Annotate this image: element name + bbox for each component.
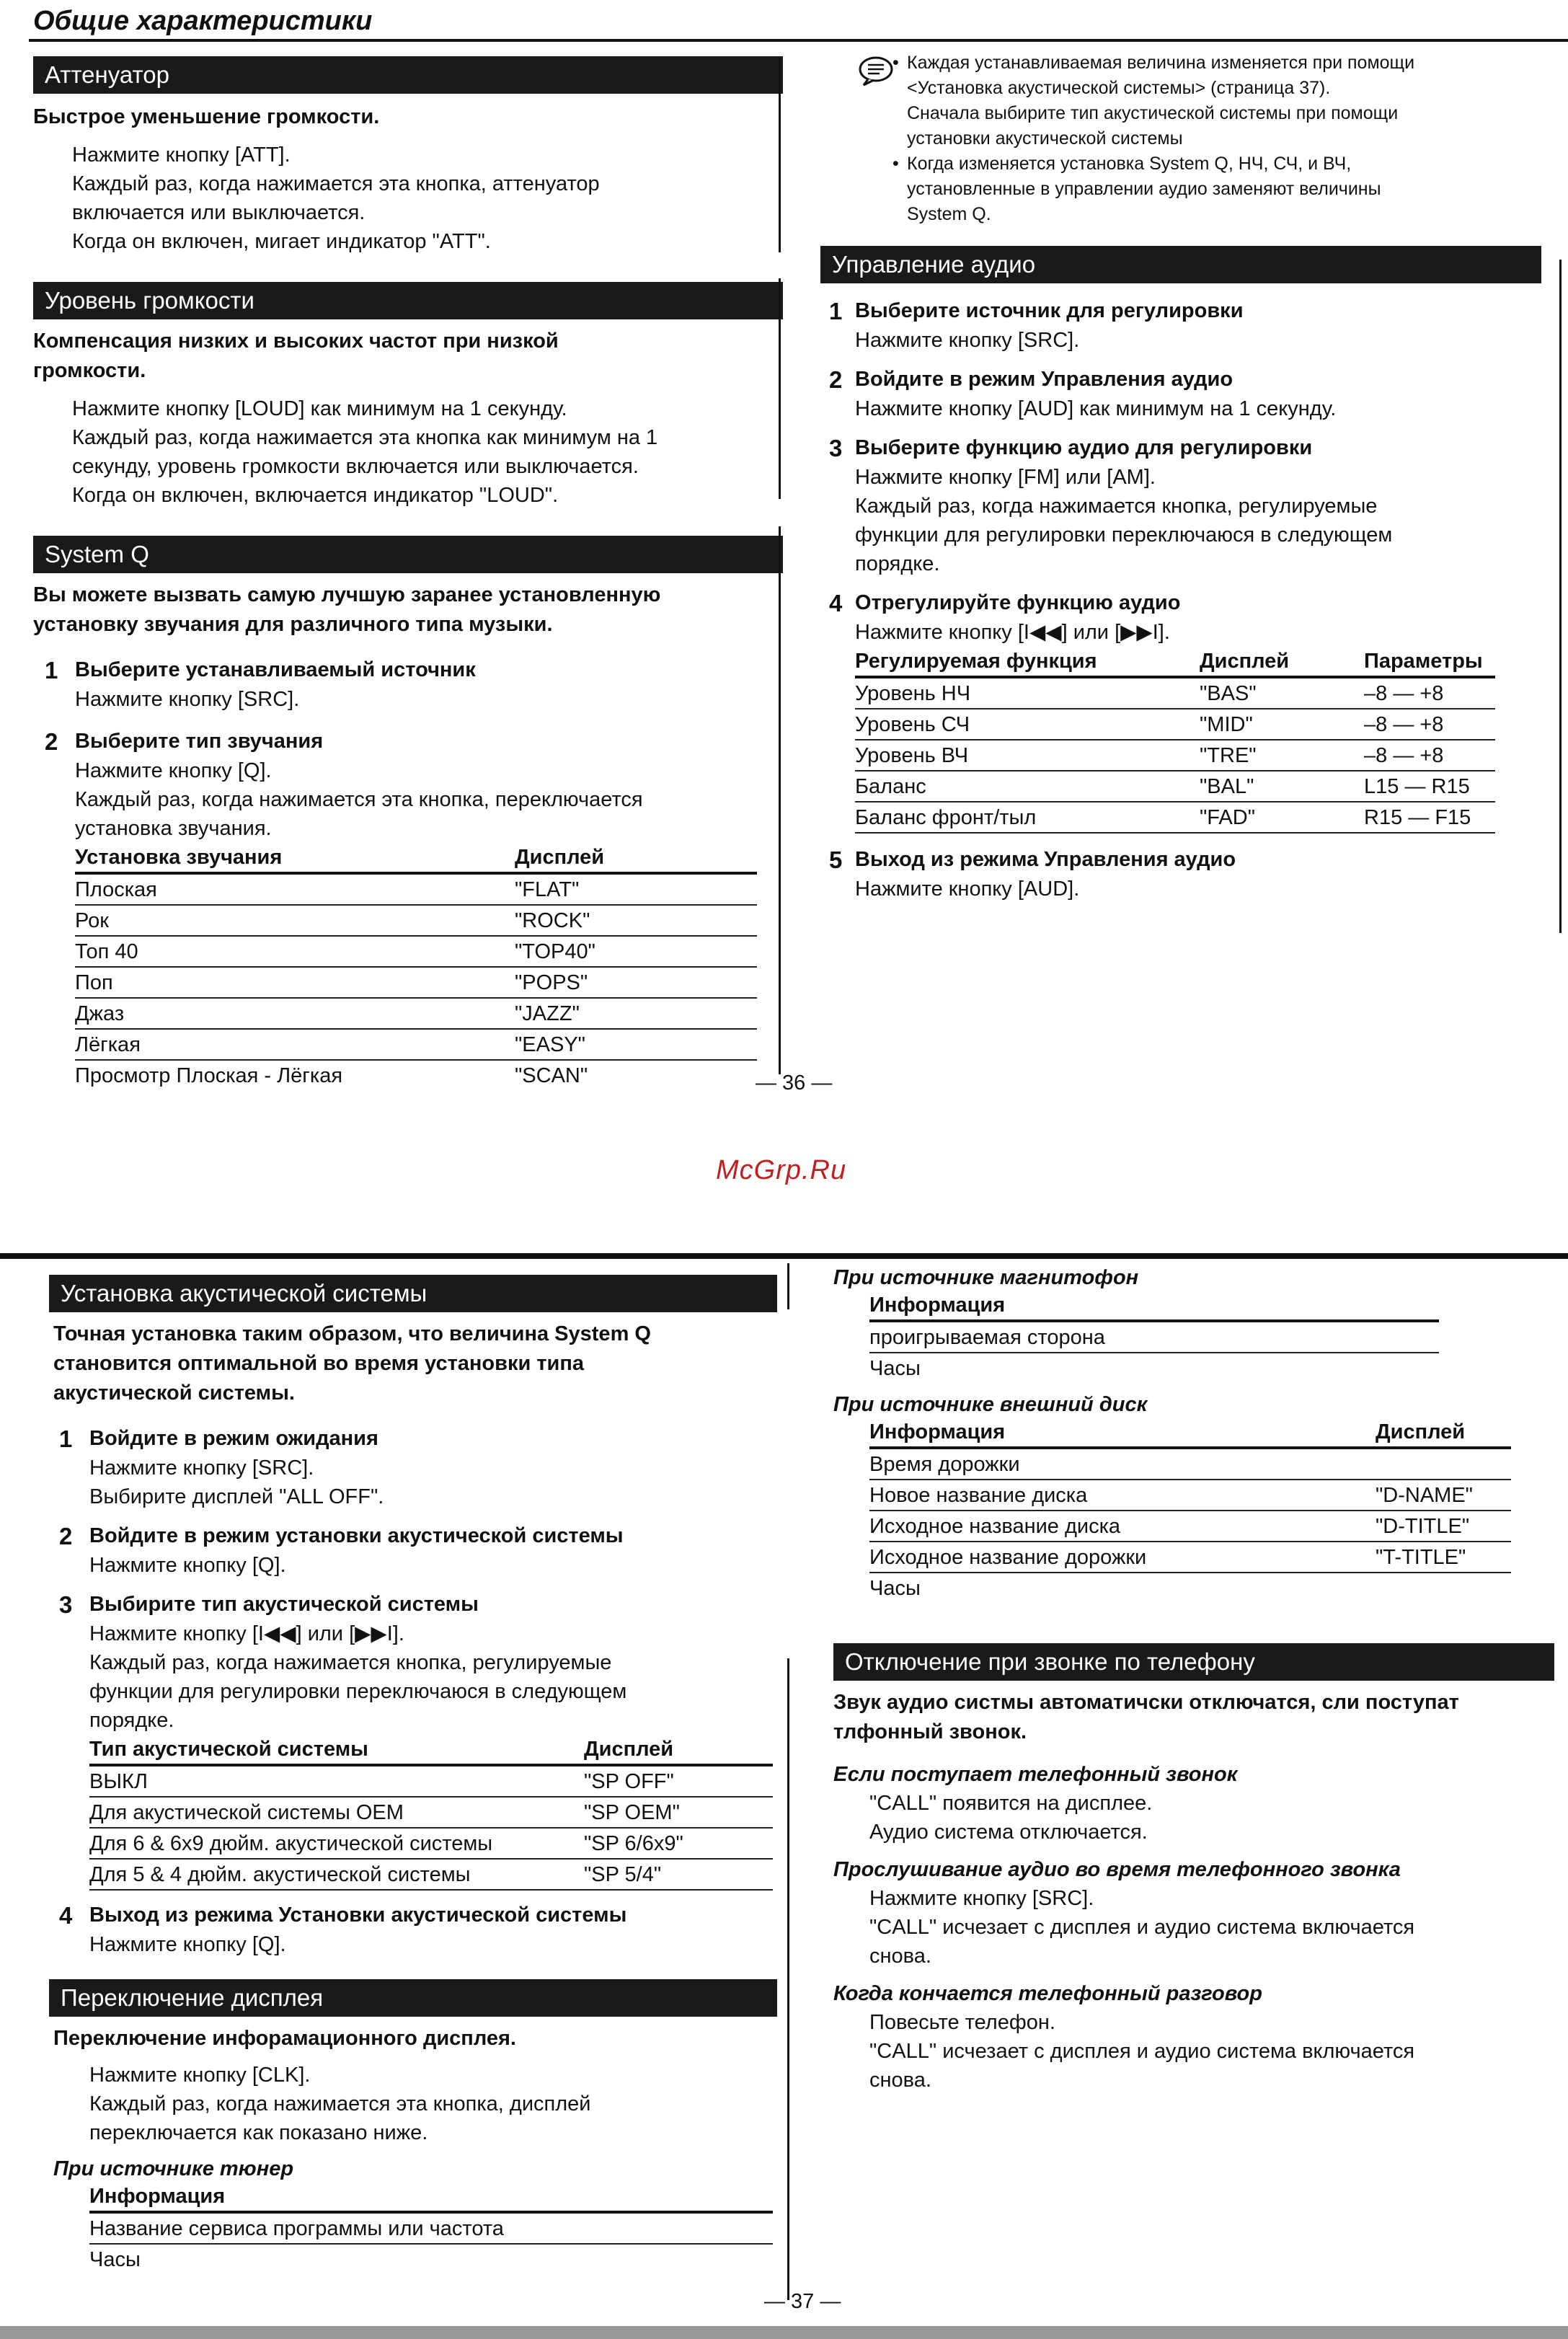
loudness-line: секунду, уровень громкости включается или выключается. [72, 455, 639, 478]
systemq-step-1 [33, 655, 783, 714]
table-cell: "FAD" [1200, 802, 1364, 833]
table-row [855, 771, 1495, 802]
table-row [855, 740, 1495, 771]
step-number: 3 [829, 435, 843, 461]
phone-line: Аудио система отключается. [869, 1821, 1148, 1844]
speaker-subtitle: Точная установка таким образом, что величина System Q [53, 1322, 651, 1345]
table-cell: Часы [89, 2248, 141, 2271]
step-text: Каждый раз, когда нажимается кнопка, регулируемые [89, 1651, 612, 1674]
step-title: Выберите тип звучания [75, 730, 324, 753]
note-line: установки акустической системы [907, 128, 1183, 149]
step-text: Нажмите кнопку [AUD] как минимум на 1 секунду. [855, 397, 1337, 420]
table-cell: "SP OFF" [584, 1765, 773, 1797]
loudness-subtitle: Компенсация низких и высоких частот при низкой [33, 330, 559, 353]
step-text: порядке. [89, 1709, 174, 1732]
table-cell: Исходное название диска [869, 1511, 1376, 1542]
audio-step-2 [820, 365, 1541, 423]
table-row [75, 967, 757, 998]
step-text: Нажмите кнопку [SRC]. [75, 688, 300, 711]
title-rule [29, 39, 1568, 42]
table-cell: "T-TITLE" [1376, 1542, 1511, 1573]
tape-table [869, 1292, 1439, 1383]
table-cell: Джаз [75, 998, 515, 1029]
phone-subtitle: тлфонный звонок. [833, 1720, 1027, 1743]
table-header: Дисплей [1376, 1419, 1511, 1448]
table-cell: "BAS" [1200, 677, 1364, 709]
table-cell: Новое название диска [869, 1480, 1376, 1511]
table-cell [1376, 1573, 1511, 1603]
audio-bar: Управление аудио [820, 246, 1541, 283]
table-row [89, 1859, 773, 1890]
step-text: Нажмите кнопку [I◀◀] или [▶▶I]. [89, 1622, 404, 1645]
phone-bar: Отключение при звонке по телефону [833, 1643, 1554, 1681]
step-title: Войдите в режим ожидания [89, 1427, 378, 1450]
step-text: Нажмите кнопку [SRC]. [89, 1456, 314, 1480]
speaker-table [89, 1736, 773, 1891]
speaker-step-1 [49, 1424, 777, 1511]
table-header: Дисплей [1200, 648, 1364, 677]
table-cell: Для 5 & 4 дюйм. акустической системы [89, 1859, 584, 1890]
step-text: Каждый раз, когда нажимается кнопка, регулируемые [855, 495, 1378, 518]
step-number: 4 [59, 1902, 73, 1929]
table-cell: –8 — +8 [1364, 740, 1495, 771]
audio-step-4 [820, 588, 1541, 834]
page-top-rule [0, 1253, 1568, 1259]
table-cell: "SP 6/6x9" [584, 1828, 773, 1859]
note-line: Когда изменяется установка System Q, НЧ, СЧ, и ВЧ, [907, 154, 1352, 174]
table-header: Тип акустической системы [89, 1736, 584, 1765]
audio-table [855, 648, 1495, 834]
table-cell [1376, 1448, 1511, 1480]
disc-title: При источнике внешний диск [833, 1393, 1148, 1416]
right-column-36 [820, 50, 1541, 903]
speaker-step-4 [49, 1901, 777, 1959]
table-cell: "TRE" [1200, 740, 1364, 771]
step-number: 5 [829, 846, 843, 873]
phone-line: снова. [869, 1945, 931, 1968]
tuner-title: При источнике тюнер [53, 2157, 294, 2180]
phone-line: Повесьте телефон. [869, 2011, 1055, 2034]
table-row [89, 1765, 773, 1797]
table-cell: Уровень НЧ [855, 677, 1200, 709]
step-number: 1 [45, 657, 58, 684]
table-cell: Для акустической системы OEM [89, 1797, 584, 1828]
note-line: <Установка акустической системы> (страница 37). [907, 78, 1331, 98]
attenuator-line: Когда он включен, мигает индикатор "ATT". [72, 230, 491, 253]
loudness-line: Каждый раз, когда нажимается эта кнопка как минимум на 1 [72, 426, 658, 449]
phone-s1-title: Если поступает телефонный звонок [833, 1763, 1238, 1786]
table-cell: Для 6 & 6x9 дюйм. акустической системы [89, 1828, 584, 1859]
disc-table [869, 1419, 1511, 1603]
page-title: Общие характеристики [33, 6, 373, 36]
table-cell: Часы [869, 1357, 921, 1380]
table-cell: "FLAT" [515, 873, 757, 905]
loudness-bar: Уровень громкости [33, 282, 783, 319]
table-cell: "EASY" [515, 1029, 757, 1060]
attenuator-subtitle: Быстрое уменьшение громкости. [33, 105, 380, 128]
column-rule [787, 1263, 789, 1309]
step-text: Нажмите кнопку [FM] или [AM]. [855, 466, 1156, 489]
step-title: Отрегулируйте функцию аудио [855, 591, 1181, 614]
step-title: Войдите в режим Управления аудио [855, 368, 1233, 391]
phone-s2-title: Прослушивание аудио во время телефонного звонка [833, 1858, 1401, 1881]
column-rule [1559, 260, 1562, 933]
table-cell: Просмотр Плоская - Лёгкая [75, 1064, 343, 1087]
table-row [75, 1029, 757, 1060]
phone-line: "CALL" исчезает с дисплея и аудио система включается [869, 2040, 1415, 2063]
phone-line: "CALL" появится на дисплее. [869, 1792, 1153, 1815]
table-cell: Баланс [855, 771, 1200, 802]
table-row [869, 1542, 1511, 1573]
table-cell: Плоская [75, 873, 515, 905]
step-title: Выберите функцию аудио для регулировки [855, 436, 1313, 459]
attenuator-bar: Аттенуатор [33, 56, 783, 94]
audio-step-5 [820, 845, 1541, 903]
systemq-subtitle: Вы можете вызвать самую лучшую заранее установленную [33, 583, 661, 606]
audio-step-1 [820, 296, 1541, 355]
step-text: Выбирите дисплей "ALL OFF". [89, 1485, 384, 1508]
table-cell: "SP 5/4" [584, 1859, 773, 1890]
phone-s3-title: Когда кончается телефонный разговор [833, 1982, 1262, 2005]
bottom-edge [0, 2326, 1568, 2339]
step-text: Нажмите кнопку [Q]. [75, 759, 272, 782]
tuner-table [89, 2183, 773, 2274]
step-title: Войдите в режим установки акустической системы [89, 1524, 624, 1547]
page-number: — 37 — [764, 2290, 841, 2313]
display-line: Нажмите кнопку [CLK]. [89, 2064, 311, 2087]
table-header: Информация [869, 1292, 1439, 1321]
table-cell: Баланс фронт/тыл [855, 802, 1200, 833]
display-line: Каждый раз, когда нажимается эта кнопка, дисплей [89, 2092, 591, 2115]
note-line: Каждая устанавливаемая величина изменяется при помощи [907, 53, 1415, 73]
table-row [855, 709, 1495, 740]
table-header: Регулируемая функция [855, 648, 1200, 677]
table-row [89, 1828, 773, 1859]
step-number: 2 [45, 728, 58, 755]
left-column-36 [33, 56, 783, 1090]
step-number: 3 [59, 1591, 73, 1618]
table-row [75, 1060, 757, 1090]
table-cell: Название сервиса программы или частота [89, 2212, 773, 2244]
table-header: Дисплей [584, 1736, 773, 1765]
attenuator-line: включается или выключается. [72, 201, 366, 224]
table-cell: "D-NAME" [1376, 1480, 1511, 1511]
table-row [75, 873, 757, 905]
step-text: Нажмите кнопку [SRC]. [855, 329, 1080, 352]
loudness-line: Нажмите кнопку [LOUD] как минимум на 1 секунду. [72, 397, 567, 420]
step-title: Выход из режима Управления аудио [855, 848, 1236, 871]
speaker-step-2 [49, 1521, 777, 1580]
audio-step-3 [820, 433, 1541, 578]
table-cell: R15 — F15 [1364, 802, 1495, 833]
table-row [89, 2212, 773, 2244]
column-rule [779, 526, 781, 1074]
step-text: Нажмите кнопку [Q]. [89, 1933, 286, 1956]
table-cell: "SCAN" [515, 1064, 588, 1087]
table-cell: "MID" [1200, 709, 1364, 740]
phone-line: снова. [869, 2069, 931, 2092]
table-cell: Часы [869, 1577, 921, 1600]
speaker-subtitle: акустической системы. [53, 1381, 295, 1405]
table-cell: "JAZZ" [515, 998, 757, 1029]
loudness-line: Когда он включен, включается индикатор "LOUD". [72, 484, 559, 507]
table-cell: "SP OEM" [584, 1797, 773, 1828]
step-text: функции для регулировки переключаюся в следующем [89, 1680, 627, 1703]
table-cell: Время дорожки [869, 1448, 1376, 1480]
table-row [75, 905, 757, 936]
step-number: 2 [59, 1523, 73, 1549]
table-cell: Рок [75, 905, 515, 936]
table-cell: Уровень ВЧ [855, 740, 1200, 771]
table-row [869, 1511, 1511, 1542]
table-cell: "TOP40" [515, 936, 757, 967]
note-line: установленные в управлении аудио заменяют величины [907, 179, 1381, 199]
step-title: Выход из режима Установки акустической системы [89, 1904, 627, 1927]
phone-line: Нажмите кнопку [SRC]. [869, 1887, 1094, 1910]
phone-line: "CALL" исчезает с дисплея и аудио система включается [869, 1916, 1415, 1939]
table-cell: Исходное название дорожки [869, 1542, 1376, 1573]
table-cell: L15 — R15 [1364, 771, 1495, 802]
table-cell: "POPS" [515, 967, 757, 998]
table-header: Параметры [1364, 648, 1495, 677]
table-header: Дисплей [515, 844, 757, 873]
step-text: порядке. [855, 552, 940, 575]
table-cell: Уровень СЧ [855, 709, 1200, 740]
watermark: McGrp.Ru [716, 1155, 847, 1185]
attenuator-line: Нажмите кнопку [ATT]. [72, 143, 291, 167]
table-cell: "ROCK" [515, 905, 757, 936]
step-text: Нажмите кнопку [Q]. [89, 1554, 286, 1577]
loudness-subtitle: громкости. [33, 359, 146, 382]
table-row [869, 1321, 1439, 1353]
table-row [855, 802, 1495, 833]
table-header: Установка звучания [75, 844, 515, 873]
step-text: Нажмите кнопку [AUD]. [855, 877, 1080, 901]
step-text: функции для регулировки переключаюся в следующем [855, 523, 1393, 547]
table-row [869, 1353, 1439, 1383]
column-rule [779, 58, 781, 252]
table-cell: Лёгкая [75, 1029, 515, 1060]
table-row [869, 1480, 1511, 1511]
note-line: Сначала выбирите тип акустической системы при помощи [907, 103, 1399, 123]
table-cell: Топ 40 [75, 936, 515, 967]
systemq-step-2 [33, 727, 783, 1090]
table-row [89, 1797, 773, 1828]
systemq-subtitle: установку звучания для различного типа музыки. [33, 613, 553, 636]
step-text: Каждый раз, когда нажимается эта кнопка, переключается [75, 788, 643, 811]
step-number: 1 [59, 1425, 73, 1452]
table-header: Информация [89, 2183, 773, 2212]
table-row [89, 2244, 773, 2274]
table-row [855, 677, 1495, 709]
step-number: 4 [829, 590, 843, 616]
table-cell: Поп [75, 967, 515, 998]
right-column-37 [833, 1263, 1554, 2095]
speaker-step-3 [49, 1590, 777, 1891]
attenuator-line: Каждый раз, когда нажимается эта кнопка, аттенуатор [72, 172, 600, 195]
systemq-bar: System Q [33, 536, 783, 573]
table-header: Информация [869, 1419, 1376, 1448]
phone-subtitle: Звук аудио систмы автоматичски отключатся, сли поступат [833, 1691, 1459, 1714]
speaker-bar: Установка акустической системы [49, 1275, 777, 1312]
sound-table [75, 844, 757, 1090]
display-subtitle: Переключение инфорамационного дисплея. [53, 2027, 516, 2050]
note-icon [858, 55, 894, 87]
note-line: System Q. [907, 204, 991, 224]
table-cell: ВЫКЛ [89, 1765, 584, 1797]
step-text: Нажмите кнопку [I◀◀] или [▶▶I]. [855, 621, 1170, 644]
step-text: установка звучания. [75, 817, 272, 840]
step-number: 2 [829, 366, 843, 393]
table-cell: "BAL" [1200, 771, 1364, 802]
page-number: — 36 — [756, 1071, 833, 1095]
tape-title: При источнике магнитофон [833, 1266, 1139, 1289]
step-title: Выберите источник для регулировки [855, 299, 1244, 322]
table-cell: "D-TITLE" [1376, 1511, 1511, 1542]
step-number: 1 [829, 298, 843, 324]
table-row [75, 936, 757, 967]
column-rule [787, 1658, 789, 2300]
table-cell: проигрываемая сторона [869, 1321, 1439, 1353]
display-line: переключается как показано ниже. [89, 2121, 428, 2144]
column-rule [779, 278, 781, 499]
step-title: Выберите устанавливаемый источник [75, 658, 476, 681]
table-row [869, 1448, 1511, 1480]
table-row [869, 1573, 1511, 1603]
step-title: Выбирите тип акустической системы [89, 1593, 479, 1616]
left-column-37 [49, 1275, 777, 2274]
table-row [75, 998, 757, 1029]
table-cell: –8 — +8 [1364, 709, 1495, 740]
note-block: • Каждая устанавливаемая величина изменяется при помощи <Установка акустической системы> (страница 37). Сначала выбирите тип акустической системы при помощи установки акустической системы • Когда изменяется установка System Q, НЧ, СЧ, и ВЧ, установленные в управлении аудио заменяют величины System Q. [820, 50, 1541, 227]
speaker-subtitle: становится оптимальной во время установки типа [53, 1352, 585, 1375]
display-bar: Переключение дисплея [49, 1979, 777, 2017]
table-cell: –8 — +8 [1364, 677, 1495, 709]
